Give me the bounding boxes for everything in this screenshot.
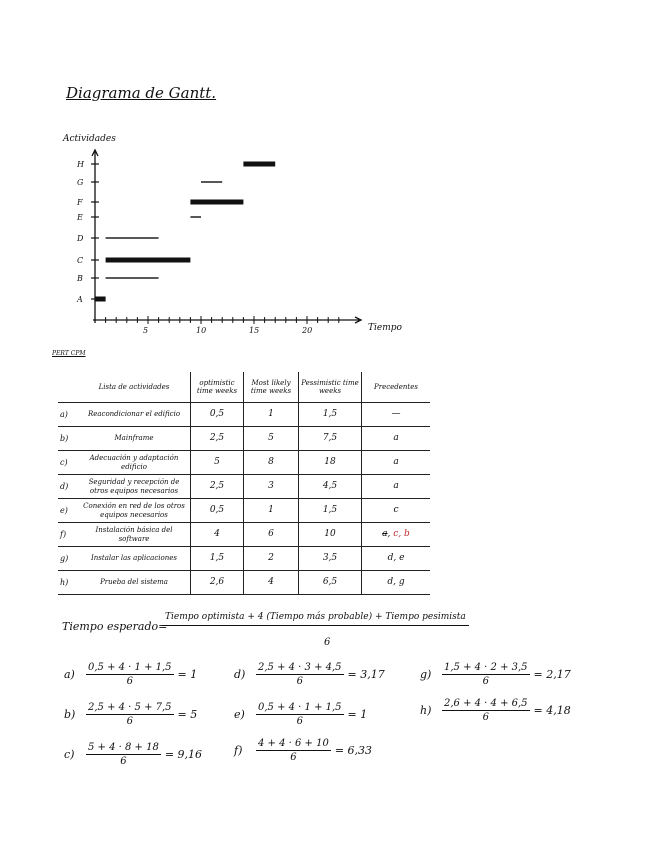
page-title: Diagrama de Gantt. (66, 84, 217, 102)
row-optimistic: 1,5 (191, 547, 244, 571)
calc-numerator: 2,5 + 4 · 3 + 4,5 (258, 662, 342, 673)
gantt-bar-h (243, 162, 275, 167)
activities-table (58, 372, 430, 595)
x-tick-label: 5 (143, 326, 149, 335)
calc-key: f) (234, 744, 243, 757)
calc-e (234, 702, 367, 727)
calc-key: d) (234, 668, 246, 681)
calc-fraction (86, 662, 174, 687)
calc-denominator: 6 (126, 716, 133, 727)
row-pessimistic: 4,5 (299, 475, 362, 499)
calc-key: a) (64, 668, 75, 681)
row-activity: Reacondicionar el edificio (78, 403, 191, 427)
row-pessimistic: 1,5 (299, 403, 362, 427)
row-key: d) (58, 475, 78, 499)
row-most-likely: 1 (244, 499, 299, 523)
row-optimistic: 4 (191, 523, 244, 547)
calc-result: = 9,16 (164, 748, 203, 761)
calc-f (234, 738, 372, 763)
row-precedentes: a (362, 427, 431, 451)
row-precedentes: a (362, 451, 431, 475)
y-tick-label: B (77, 274, 83, 283)
row-activity: Instalar las aplicaciones (78, 547, 191, 571)
calc-key: b) (64, 708, 76, 721)
formula-numerator: Tiempo optimista + 4 (Tiempo más probable) + Tiempo pesimista (162, 612, 469, 626)
table-row (58, 571, 430, 595)
row-precedentes: a (362, 475, 431, 499)
row-pessimistic: 7,5 (299, 427, 362, 451)
row-precedentes: d, e (362, 547, 431, 571)
header-precedentes: Precedentes (362, 372, 431, 403)
formula-denominator: 6 (324, 637, 331, 648)
row-most-likely: 4 (244, 571, 299, 595)
red-precedents: c, b (393, 529, 410, 540)
calc-denominator: 6 (126, 676, 133, 687)
row-precedentes: — (362, 403, 431, 427)
row-pessimistic: 6,5 (299, 571, 362, 595)
calc-result: = 1 (347, 708, 368, 721)
calc-numerator: 2,6 + 4 · 4 + 6,5 (444, 698, 528, 709)
calc-numerator: 4 + 4 · 6 + 10 (258, 738, 329, 749)
calc-result: = 2,17 (533, 668, 571, 681)
row-optimistic: 5 (191, 451, 244, 475)
calc-b (64, 702, 197, 727)
calc-key: g) (420, 668, 432, 681)
calc-result: = 4,18 (533, 704, 571, 717)
x-tick-label: 20 (302, 326, 313, 335)
calc-c (64, 742, 202, 767)
row-most-likely: 8 (244, 451, 299, 475)
calc-denominator: 6 (482, 712, 489, 723)
calc-key: c) (64, 748, 75, 761)
struck-precedent: a (382, 529, 388, 540)
y-tick-label: E (77, 213, 83, 222)
row-activity: Seguridad y recepción de otros equipos necesarios (78, 475, 191, 499)
gantt-bar-d (106, 237, 159, 238)
table-row (58, 475, 430, 499)
row-precedentes: d, g (362, 571, 431, 595)
calc-key: h) (420, 704, 432, 717)
calc-fraction (86, 742, 161, 767)
row-pessimistic: 3,5 (299, 547, 362, 571)
gantt-bar-a (95, 297, 106, 302)
row-activity: Instalación básica del software (78, 523, 191, 547)
calc-denominator: 6 (482, 676, 489, 687)
row-activity: Conexión en red de los otros equipos necesarios (78, 499, 191, 523)
gantt-bar-e (190, 216, 201, 217)
gantt-bar-c (106, 258, 191, 263)
header-most-likely: Most likely time weeks (244, 372, 299, 403)
table-header-row (58, 372, 430, 403)
y-tick-label: C (77, 256, 84, 265)
calc-fraction (256, 738, 331, 763)
y-tick-label: D (77, 234, 84, 243)
y-tick-label: H (77, 160, 84, 169)
row-most-likely: 2 (244, 547, 299, 571)
row-most-likely: 6 (244, 523, 299, 547)
calc-result: = 3,17 (347, 668, 385, 681)
row-pessimistic: 10 (299, 523, 362, 547)
x-axis-label: Tiempo (368, 323, 402, 333)
gantt-bar-g (201, 181, 222, 182)
calc-fraction (86, 702, 174, 727)
calc-numerator: 5 + 4 · 8 + 18 (88, 742, 159, 753)
row-activity: Mainframe (78, 427, 191, 451)
calc-fraction (442, 662, 530, 687)
row-precedentes: a, c, b (362, 523, 431, 547)
calc-a (64, 662, 197, 687)
row-optimistic: 2,5 (191, 427, 244, 451)
calc-key: e) (234, 708, 245, 721)
row-activity: Adecuación y adaptación edificio (78, 451, 191, 475)
formula-label: Tiempo esperado= (62, 620, 168, 633)
row-key: b) (58, 427, 78, 451)
x-tick-label: 10 (196, 326, 207, 335)
row-optimistic: 2,6 (191, 571, 244, 595)
calc-fraction (256, 702, 344, 727)
row-pessimistic: 18 (299, 451, 362, 475)
header-pessimistic: Pessimistic time weeks (299, 372, 362, 403)
header-key (58, 372, 78, 403)
calc-denominator: 6 (296, 716, 303, 727)
y-tick-label: G (77, 178, 84, 187)
calc-g (420, 662, 571, 687)
row-key: e) (58, 499, 78, 523)
pert-cpm-note: PERT CPM (52, 350, 86, 357)
header-activity: Lista de actividades (78, 372, 191, 403)
table-row (58, 523, 430, 547)
row-most-likely: 3 (244, 475, 299, 499)
calc-result: = 5 (177, 708, 198, 721)
row-optimistic: 2,5 (191, 475, 244, 499)
row-key: a) (58, 403, 78, 427)
y-tick-label: A (77, 295, 83, 304)
gantt-chart (55, 125, 415, 340)
row-pessimistic: 1,5 (299, 499, 362, 523)
calc-result: = 6,33 (334, 744, 373, 757)
calc-fraction (442, 698, 530, 723)
gantt-bar-f (190, 200, 243, 205)
calc-fraction (256, 662, 344, 687)
row-key: f) (58, 523, 78, 547)
row-most-likely: 5 (244, 427, 299, 451)
calc-d (234, 662, 385, 687)
row-activity: Prueba del sistema (78, 571, 191, 595)
calc-numerator: 2,5 + 4 · 5 + 7,5 (88, 702, 172, 713)
calc-denominator: 6 (120, 756, 127, 767)
table-row (58, 499, 430, 523)
header-optimistic: optimistic time weeks (191, 372, 244, 403)
row-optimistic: 0,5 (191, 403, 244, 427)
calc-numerator: 0,5 + 4 · 1 + 1,5 (258, 702, 342, 713)
calc-numerator: 0,5 + 4 · 1 + 1,5 (88, 662, 172, 673)
calc-result: = 1 (177, 668, 198, 681)
table-row (58, 403, 430, 427)
row-most-likely: 1 (244, 403, 299, 427)
calc-h (420, 698, 571, 723)
calc-denominator: 6 (290, 752, 297, 763)
row-optimistic: 0,5 (191, 499, 244, 523)
y-tick-label: F (77, 198, 83, 207)
table-row (58, 547, 430, 571)
calc-numerator: 1,5 + 4 · 2 + 3,5 (444, 662, 528, 673)
x-tick-label: 15 (249, 326, 260, 335)
y-axis-label: Actividades (63, 134, 116, 144)
row-key: c) (58, 451, 78, 475)
row-key: g) (58, 547, 78, 571)
row-key: h) (58, 571, 78, 595)
table-row (58, 427, 430, 451)
gantt-bar-b (106, 277, 159, 278)
table-row (58, 451, 430, 475)
calc-denominator: 6 (296, 676, 303, 687)
row-precedentes: c (362, 499, 431, 523)
